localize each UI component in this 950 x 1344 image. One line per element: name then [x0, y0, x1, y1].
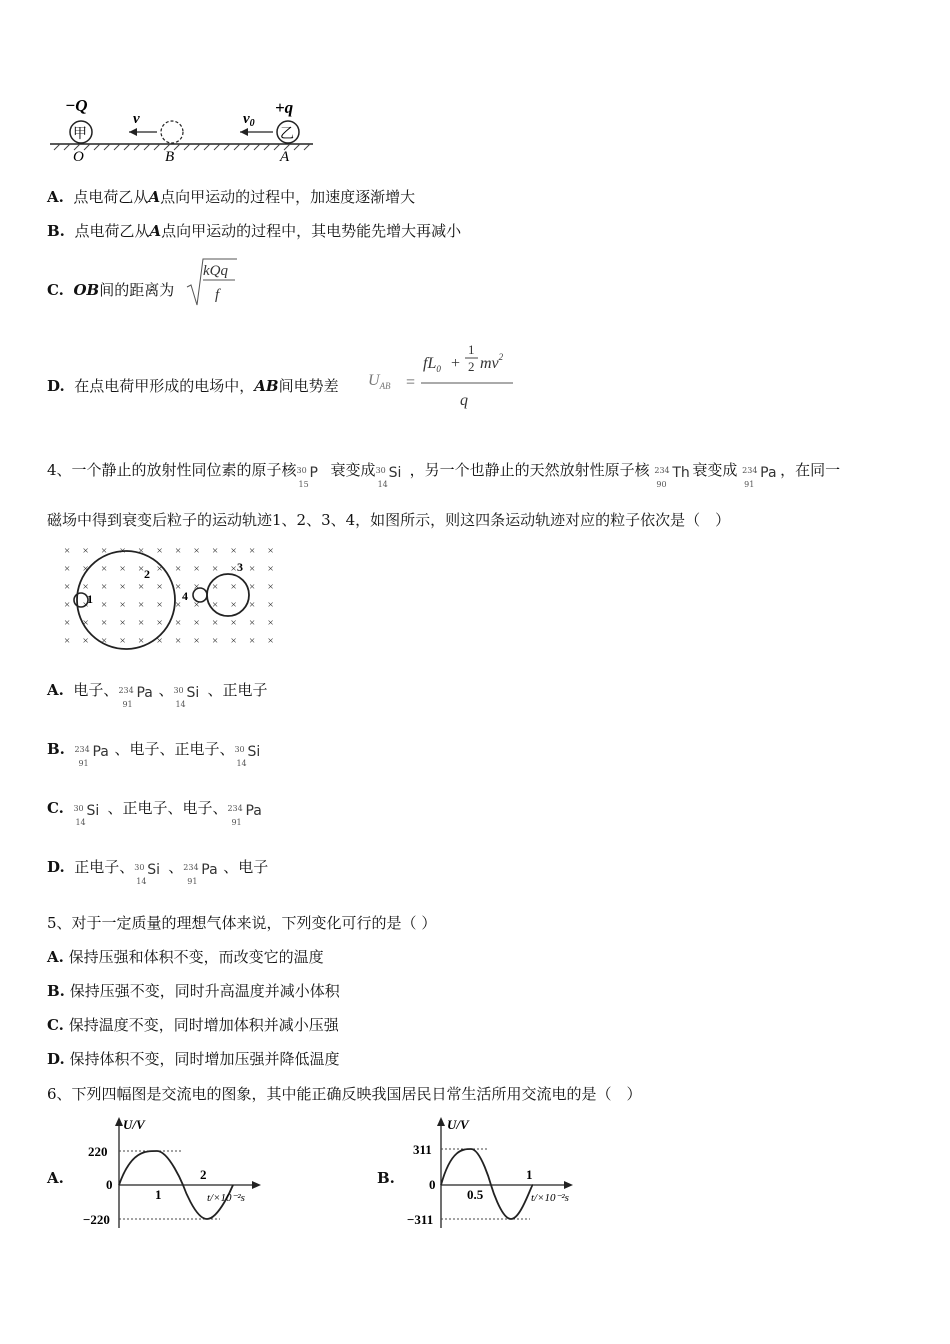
- svg-text:220: 220: [88, 1144, 108, 1159]
- svg-text:2: 2: [200, 1167, 207, 1182]
- field-x-mark: ×: [230, 581, 237, 593]
- field-x-mark: ×: [101, 563, 108, 575]
- q3-option-c[interactable]: C. OB间的距离为: [47, 281, 175, 299]
- svg-text:U/V: U/V: [447, 1117, 469, 1132]
- v-label: v: [133, 111, 140, 127]
- nuclide-pa234: 234 91 Pa: [742, 465, 777, 489]
- svg-text:fL0: $fL_0$: [423, 355, 441, 374]
- q4-stem-line1: 4、一个静止的放射性同位素的原子核 30 15 P 衰变成 30 14 Si ，另一个也静止的天然放射性原子核 234 90 Th 衰变成 234 91 Pa ，在同一: [47, 455, 840, 486]
- svg-text:2: 2: [468, 359, 475, 374]
- svg-text:1: 1: [155, 1187, 162, 1202]
- field-x-mark: ×: [64, 581, 71, 593]
- field-x-mark: ×: [193, 599, 200, 611]
- svg-text:+: +: [451, 355, 461, 372]
- graph-a: [75, 1115, 265, 1235]
- field-x-mark: ×: [156, 635, 163, 647]
- point-o: O: [73, 149, 84, 165]
- field-x-mark: ×: [82, 581, 89, 593]
- svg-text:t/×10⁻²s: t/×10⁻²s: [531, 1192, 569, 1204]
- field-x-mark: ×: [138, 635, 145, 647]
- field-x-mark: ×: [119, 545, 126, 557]
- right-charge-label: +q: [275, 98, 294, 117]
- field-x-mark: ×: [212, 599, 219, 611]
- svg-text:1: 1: [526, 1167, 533, 1182]
- field-x-mark: ×: [212, 563, 219, 575]
- q4-option-c[interactable]: C. 30 14 Si 、正电子、电子、 234 91 Pa: [47, 799, 262, 827]
- field-x-mark: ×: [138, 599, 145, 611]
- track-3: [207, 574, 249, 616]
- svg-text:kQq: kQq: [203, 263, 228, 279]
- q6-stem: 6、下列四幅图是交流电的图象，其中能正确反映我国居民日常生活所用交流电的是（ ）: [47, 1085, 642, 1103]
- field-x-mark: ×: [267, 635, 274, 647]
- field-x-mark: ×: [64, 599, 71, 611]
- left-charge-label: −Q: [65, 96, 88, 115]
- field-x-mark: ×: [138, 617, 145, 629]
- field-x-mark: ×: [267, 581, 274, 593]
- field-x-mark: ×: [119, 617, 126, 629]
- field-x-mark: ×: [193, 545, 200, 557]
- q5-option-a[interactable]: A. 保持压强和体积不变，而改变它的温度: [47, 948, 324, 966]
- q5-option-d[interactable]: D. 保持体积不变，同时增加压强并降低温度: [47, 1050, 340, 1068]
- q4-stem-line2: 磁场中得到衰变后粒子的运动轨迹1、2、3、4，如图所示，则这四条运动轨迹对应的粒子依次是（ ）: [47, 511, 731, 529]
- field-x-mark: ×: [175, 599, 182, 611]
- field-x-mark: ×: [249, 563, 256, 575]
- field-x-mark: ×: [64, 545, 71, 557]
- field-x-mark: ×: [193, 617, 200, 629]
- field-x-mark: ×: [101, 581, 108, 593]
- q3-option-d[interactable]: D. 在点电荷甲形成的电场中，AB间电势差: [47, 377, 339, 395]
- field-x-mark: ×: [175, 617, 182, 629]
- field-x-mark: ×: [230, 545, 237, 557]
- field-x-mark: ×: [64, 563, 71, 575]
- q5-option-b[interactable]: B. 保持压强不变，同时升高温度并减小体积: [47, 982, 340, 1000]
- field-x-mark: ×: [249, 545, 256, 557]
- q3-option-a[interactable]: A. 点电荷乙从A点向甲运动的过程中，加速度逐渐增大: [47, 188, 416, 206]
- field-x-mark: ×: [249, 599, 256, 611]
- q6-option-a-letter[interactable]: A.: [47, 1169, 64, 1187]
- svg-text:0.5: 0.5: [467, 1187, 484, 1202]
- field-x-mark: ×: [82, 545, 89, 557]
- field-x-mark: ×: [249, 635, 256, 647]
- field-x-mark: ×: [267, 563, 274, 575]
- field-x-mark: ×: [175, 635, 182, 647]
- field-x-mark: ×: [101, 617, 108, 629]
- field-x-mark: ×: [249, 617, 256, 629]
- nuclide-si30: 30 14 Si: [375, 465, 402, 489]
- ball-jia-label: 甲: [73, 127, 87, 142]
- field-x-mark: ×: [101, 635, 108, 647]
- svg-text:=: =: [406, 374, 416, 391]
- field-x-mark: ×: [193, 635, 200, 647]
- field-x-mark: ×: [212, 617, 219, 629]
- svg-text:1: 1: [468, 342, 475, 357]
- svg-text:−220: −220: [83, 1212, 110, 1227]
- svg-text:3: 3: [237, 560, 243, 574]
- q3-option-b[interactable]: B. 点电荷乙从A点向甲运动的过程中，其电势能先增大再减小: [47, 222, 462, 240]
- q6-option-b-letter[interactable]: B.: [377, 1169, 395, 1187]
- field-x-mark: ×: [230, 617, 237, 629]
- svg-text:UAB: $U_{AB}$: [368, 372, 391, 391]
- svg-text:−311: −311: [407, 1212, 434, 1227]
- field-x-mark: ×: [230, 635, 237, 647]
- field-x-mark: ×: [138, 581, 145, 593]
- field-x-mark: ×: [193, 581, 200, 593]
- svg-text:311: 311: [413, 1142, 432, 1157]
- svg-text:0: 0: [429, 1177, 436, 1192]
- sqrt-formula: [185, 255, 240, 310]
- ball-yi-label: 乙: [280, 127, 294, 142]
- field-x-mark: ×: [119, 635, 126, 647]
- field-x-mark: ×: [175, 545, 182, 557]
- point-b: B: [165, 149, 175, 165]
- field-x-mark: ×: [212, 635, 219, 647]
- field-x-mark: ×: [138, 563, 145, 575]
- ball-b-dashed: [161, 121, 183, 143]
- field-x-mark: ×: [175, 563, 182, 575]
- field-x-mark: ×: [267, 617, 274, 629]
- field-x-mark: ×: [156, 617, 163, 629]
- field-x-mark: ×: [249, 581, 256, 593]
- field-x-mark: ×: [156, 545, 163, 557]
- svg-text:0: 0: [106, 1177, 113, 1192]
- nuclide-p30: 30 15 P: [296, 465, 318, 489]
- field-x-mark: ×: [156, 563, 163, 575]
- svg-text:t/×10⁻²s: t/×10⁻²s: [207, 1192, 245, 1204]
- field-x-mark: ×: [156, 599, 163, 611]
- field-x-mark: ×: [119, 563, 126, 575]
- q5-option-c[interactable]: C. 保持温度不变，同时增加体积并减小压强: [47, 1016, 339, 1034]
- field-x-mark: ×: [212, 581, 219, 593]
- field-x-mark: ×: [82, 635, 89, 647]
- field-x-mark: ×: [267, 545, 274, 557]
- field-x-mark: ×: [156, 581, 163, 593]
- svg-text:f: f: [215, 287, 220, 303]
- q4-option-d[interactable]: D. 正电子、 30 14 Si 、 234 91 Pa 、电子: [47, 858, 269, 886]
- nuclide-th234: 234 90 Th: [654, 465, 690, 489]
- graph-b: [405, 1115, 595, 1235]
- field-x-mark: ×: [82, 563, 89, 575]
- field-x-mark: ×: [101, 545, 108, 557]
- svg-text:q: q: [460, 392, 468, 409]
- svg-text:U/V: U/V: [123, 1117, 145, 1132]
- field-x-mark: ×: [101, 599, 108, 611]
- field-x-mark: ×: [119, 599, 126, 611]
- svg-text:2: 2: [144, 567, 150, 581]
- field-x-mark: ×: [230, 599, 237, 611]
- field-x-mark: ×: [64, 635, 71, 647]
- field-x-mark: ×: [193, 563, 200, 575]
- svg-text:4: 4: [182, 589, 188, 603]
- potential-formula: [368, 338, 518, 413]
- field-x-mark: ×: [82, 617, 89, 629]
- field-x-mark: ×: [138, 545, 145, 557]
- svg-text:mv2: $mv^2$: [480, 352, 504, 372]
- field-x-mark: ×: [119, 581, 126, 593]
- field-x-mark: ×: [230, 563, 237, 575]
- track-4: [193, 588, 207, 602]
- q4-option-a[interactable]: A. 电子、 234 91 Pa 、 30 14 Si 、正电子: [47, 681, 268, 709]
- field-x-mark: ×: [64, 617, 71, 629]
- v0-label: $v_0$: [243, 111, 255, 129]
- field-x-mark: ×: [212, 545, 219, 557]
- field-x-mark: ×: [267, 599, 274, 611]
- q5-stem: 5、对于一定质量的理想气体来说，下列变化可行的是（ ）: [47, 914, 437, 932]
- charges-diagram: [45, 95, 320, 165]
- field-x-mark: ×: [175, 581, 182, 593]
- svg-text:1: 1: [87, 592, 93, 606]
- magnetic-field-figure: [58, 540, 283, 650]
- point-a: A: [280, 149, 290, 165]
- field-x-mark: ×: [82, 599, 89, 611]
- q4-option-b[interactable]: B. 234 91 Pa 、电子、正电子、 30 14 Si: [47, 740, 261, 768]
